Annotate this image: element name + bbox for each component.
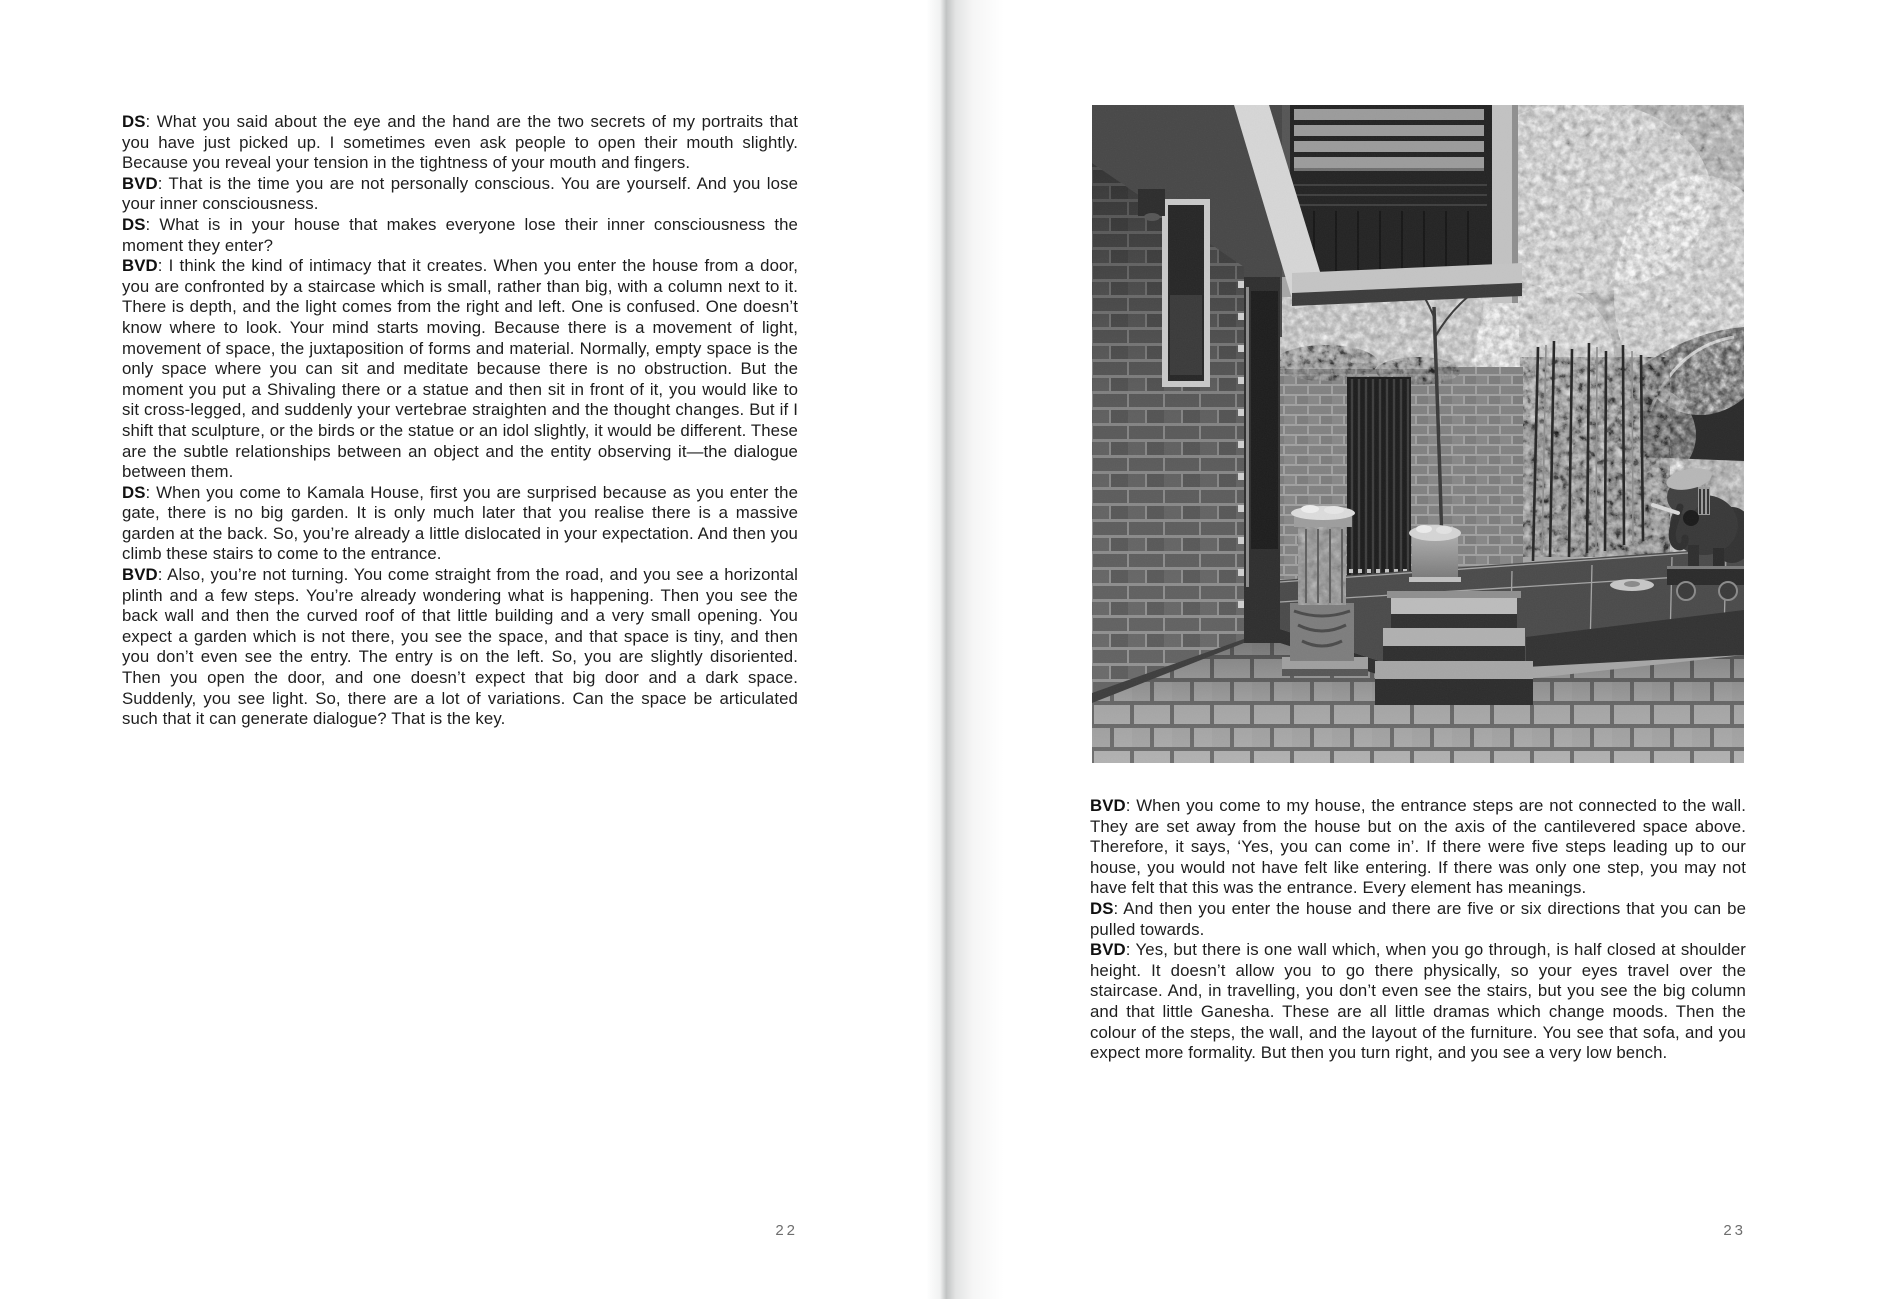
dialogue-paragraph: BVD: That is the time you are not personally conscious. You are yourself. And you lose your inner consciousness. [122,173,798,214]
speaker-label: DS [122,482,146,502]
dialogue-paragraph: BVD: Also, you’re not turning. You come straight from the road, and you see a horizontal plinth and a few steps. You’re already wondering what is happening. Then you see the back wall and then the curved roof of that little building and a very small opening. You expect a garden which is not there, you see the space, and that space is tiny, and then you don’t even see the entry. The entry is on the left. So, you are slightly disoriented. Then you open the door, and one doesn’t expect that big door and a dark space. Suddenly, you see light. So, there are a lot of variations. Can the space be articulated such that it can generate dialogue? That is the key. [122,565,798,729]
dialogue-paragraph: BVD: When you come to my house, the entrance steps are not connected to the wall. They are set away from the house but on the axis of the cantilevered space above. Therefore, it says, ‘Yes, you can come in’. If there were five steps leading up to our house, you would not have felt like entering. If there was only one step, you may not have felt that this was the entrance. Every element has meanings. [1090,796,1746,898]
courtyard-photo-illustration [1092,105,1744,763]
page-number-left: 22 [775,1222,798,1239]
courtyard-photo [1092,105,1744,763]
speaker-label: DS [1090,898,1114,918]
speaker-label: BVD [1090,940,1126,960]
right-page-text-column [1090,796,1746,1064]
speaker-label: DS [122,112,146,131]
speaker-label: BVD [122,256,158,276]
page-number-right: 23 [1723,1222,1746,1239]
dialogue-paragraph: DS: And then you enter the house and there are five or six directions that you can be pulled towards. [1090,898,1746,939]
speaker-label: BVD [1090,796,1126,815]
speaker-label: BVD [122,565,158,585]
dialogue-paragraph: BVD: Yes, but there is one wall which, when you go through, is half closed at shoulder height. It doesn’t allow you to go there physically, so your eyes travel over the staircase. And, in travelling, you don’t even see the stairs, but you see the big column and that little Ganesha. These are all little dramas which change moods. Then the colour of the steps, the wall, and the layout of the furniture. You see that sofa, and you expect more formality. But then you turn right, and you see a very low bench. [1090,940,1746,1063]
left-page-text-column [122,112,798,730]
dialogue-paragraph: DS: What you said about the eye and the hand are the two secrets of my portraits that you have just picked up. I sometimes even ask people to open their mouth slightly. Because you reveal your tension in the tightness of your mouth and fingers. [122,112,798,173]
dialogue-paragraph: DS: What is in your house that makes everyone lose their inner consciousness the moment they enter? [122,214,798,255]
speaker-label: BVD [122,173,158,193]
dialogue-paragraph: BVD: I think the kind of intimacy that it creates. When you enter the house from a door, you are confronted by a staircase which is small, rather than big, with a column next to it. There is depth, and the light comes from the right and left. One is confused. One doesn’t know where to look. Your mind starts moving. Because there is a movement of light, movement of space, the juxtaposition of forms and material. Normally, empty space is the only space where you can sit and meditate because there is no obstruction. But the moment you put a Shivaling there or a statue and then sit in front of it, you would like to sit cross-legged, and suddenly your vertebrae straighten and the thought changes. But if I shift that sculpture, or the birds or the statue or an idol slightly, it would be different. These are the subtle relationships between an object and the entity observing it—the dialogue between them. [122,256,798,482]
speaker-label: DS [122,214,146,234]
page-gutter-shadow [926,0,1004,1299]
dialogue-paragraph: DS: When you come to Kamala House, first you are surprised because as you enter the gate, there is no big garden. It is only much later that you realise there is a massive garden at the back. So, you’re already a little dislocated in your expectation. And then you climb these stairs to come to the entrance. [122,482,798,564]
